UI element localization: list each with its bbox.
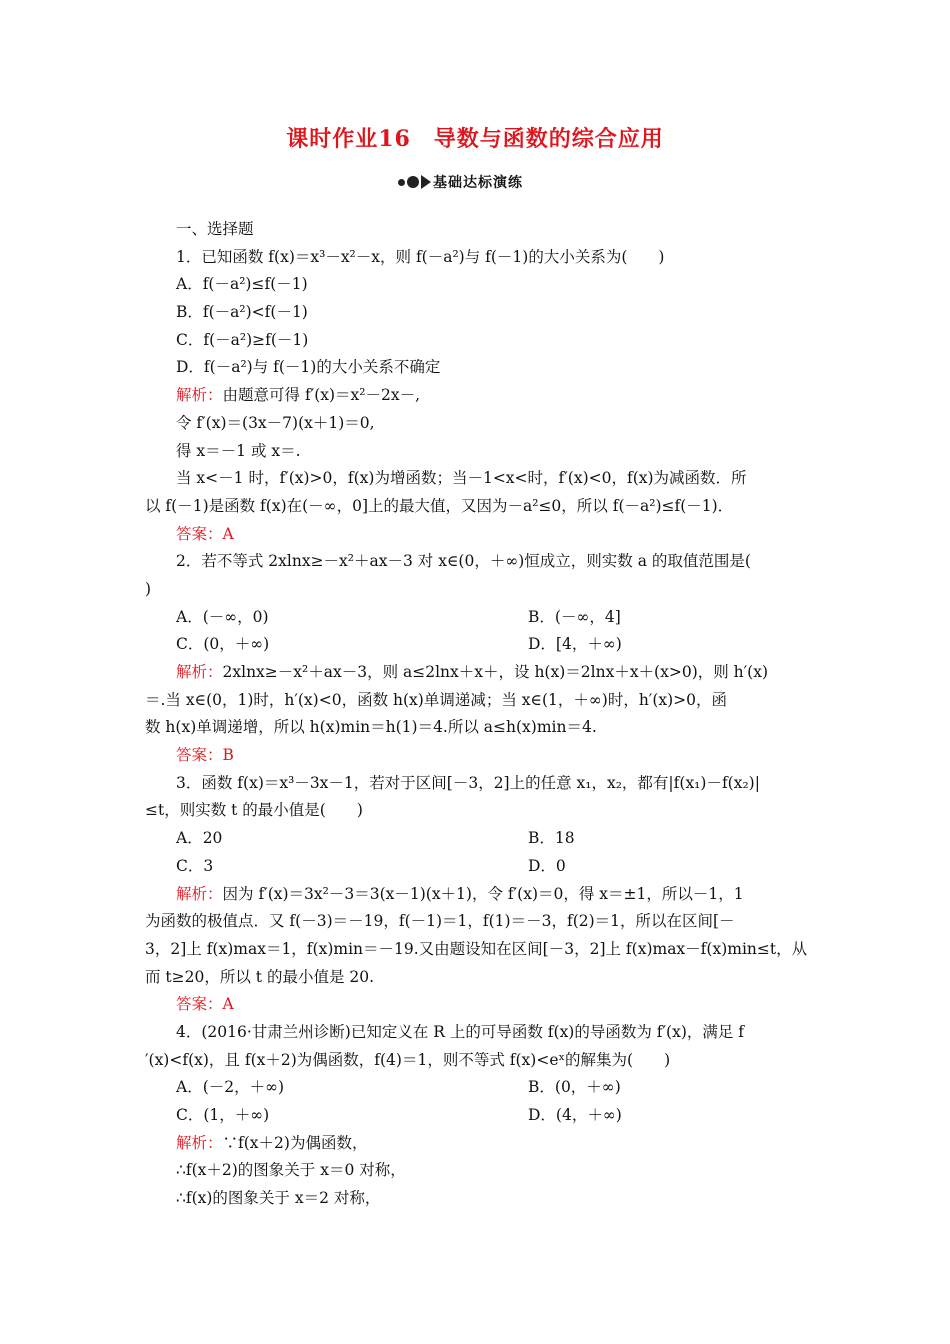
q4-option-d: D．(4，＋∞) [528, 1106, 622, 1124]
q2-solution-label: 解析： [176, 663, 223, 681]
q2-options-row [145, 631, 810, 659]
section-banner [398, 170, 523, 194]
q4-solution-line: 解析：∵f(x＋2)为偶函数， [176, 1133, 368, 1152]
q3-options-row [145, 825, 810, 853]
q4-options-row [145, 1102, 810, 1130]
q2-solution-line: 解析：2xlnx≥－x²＋ax－3，则 a≤2lnx＋x＋，设 h(x)＝2lnx＋x＋(x>0)，则 h′(x) [176, 663, 769, 681]
section-heading: 一、选择题 [176, 220, 254, 238]
q3-answer: 答案：A [176, 995, 234, 1014]
q3-solution-line: 为函数的极值点．又 f(－3)＝－19，f(－1)＝1，f(1)＝－3，f(2)＝1，所以在区间[－ [145, 912, 735, 931]
q3-stem: 3．函数 f(x)＝x³－3x－1，若对于区间[－3，2]上的任意 x₁，x₂，都有|f(x₁)－f(x₂)| [176, 773, 760, 792]
q1-option-b: B．f(－a²)<f(－1) [176, 303, 308, 322]
q3-solution-line: 解析：因为 f′(x)＝3x²－3＝3(x－1)(x＋1)，令 f′(x)＝0，得 x＝±1，所以－1，1 [176, 884, 744, 903]
page-title: 课时作业16 导数与函数的综合应用 [286, 126, 664, 152]
q1-solution-line: 当 x<－1 时，f′(x)>0，f(x)为增函数；当－1<x<时，f′(x)<0，f(x)为减函数．所 [176, 469, 747, 488]
q4-option-a: A．(－2，＋∞) [176, 1078, 285, 1097]
q1-solution-line: 令 f′(x)＝(3x－7)(x＋1)＝0, [176, 413, 375, 432]
q2-option-a: A．(－∞，0) [176, 607, 269, 626]
q3-stem-cont: ≤t，则实数 t 的最小值是( ) [145, 801, 363, 820]
q1-answer: 答案：A [176, 524, 234, 543]
q4-solution-line: ∴f(x＋2)的图象关于 x＝0 对称， [176, 1161, 406, 1180]
q1-option-c: C．f(－a²)≥f(－1) [176, 330, 309, 349]
banner-arrow-icon [398, 175, 433, 189]
q2-option-b: B．(－∞，4] [528, 607, 621, 626]
q3-solution-line: 而 t≥20，所以 t 的最小值是 20. [145, 967, 375, 986]
q3-options-row [145, 853, 810, 881]
q3-option-a: A．20 [176, 829, 223, 848]
q4-solution-line: ∴f(x)的图象关于 x＝2 对称， [176, 1189, 381, 1208]
q1-option-a: A．f(－a²)≤f(－1) [176, 275, 308, 294]
q3-option-d: D．0 [528, 856, 566, 875]
q1-solution-label: 解析： [176, 386, 223, 405]
q4-stem-cont: ′(x)<f(x)，且 f(x＋2)为偶函数，f(4)＝1，则不等式 f(x)<eˣ的解集为( ) [145, 1050, 671, 1069]
q4-option-b: B．(0，＋∞) [528, 1078, 621, 1097]
banner-label: 基础达标演练 [433, 175, 523, 191]
q2-stem: 2．若不等式 2xlnx≥－x²＋ax－3 对 x∈(0，＋∞)恒成立，则实数 a 的取值范围是( [176, 552, 751, 571]
q2-answer: 答案：B [176, 746, 234, 765]
q1-solution-line: 解析：由题意可得 f′(x)＝x²－2x－, [176, 386, 421, 405]
q4-option-c: C．(1，＋∞) [176, 1106, 270, 1124]
q1-stem: 1．已知函数 f(x)＝x³－x²－x，则 f(－a²)与 f(－1)的大小关系为( ) [176, 247, 665, 266]
q2-solution-line: 数 h(x)单调递增，所以 h(x)min＝h(1)＝4.所以 a≤h(x)min＝4. [145, 718, 597, 737]
q3-option-c: C．3 [176, 856, 214, 875]
q1-solution-line: 得 x＝－1 或 x＝. [176, 441, 301, 460]
q4-solution-label: 解析： [176, 1133, 223, 1152]
q3-option-b: B．18 [528, 829, 575, 848]
q3-solution-label: 解析： [176, 884, 223, 903]
q3-solution-line: 3，2]上 f(x)max＝1，f(x)min＝－19.又由题设知在区间[－3，2]上 f(x)max－f(x)min≤t，从 [145, 939, 808, 958]
q1-solution-line: 以 f(－1)是函数 f(x)在(－∞，0]上的最大值，又因为－a²≤0，所以 f(－a²)≤f(－1)． [145, 496, 734, 515]
q2-option-d: D．[4，＋∞) [528, 635, 622, 654]
q2-option-c: C．(0，＋∞) [176, 635, 270, 654]
q4-stem: 4．(2016·甘肃兰州诊断)已知定义在 R 上的可导函数 f(x)的导函数为 f′(x)，满足 f [176, 1022, 745, 1041]
q2-options-row [145, 604, 810, 632]
exercise-content [145, 216, 810, 1213]
q2-stem-cont: ) [145, 579, 152, 598]
q2-solution-line: ＝.当 x∈(0，1)时，h′(x)<0，函数 h(x)单调递减；当 x∈(1，＋∞)时，h′(x)>0，函 [145, 690, 728, 709]
q4-options-row [145, 1074, 810, 1102]
q1-option-d: D．f(－a²)与 f(－1)的大小关系不确定 [176, 358, 441, 377]
